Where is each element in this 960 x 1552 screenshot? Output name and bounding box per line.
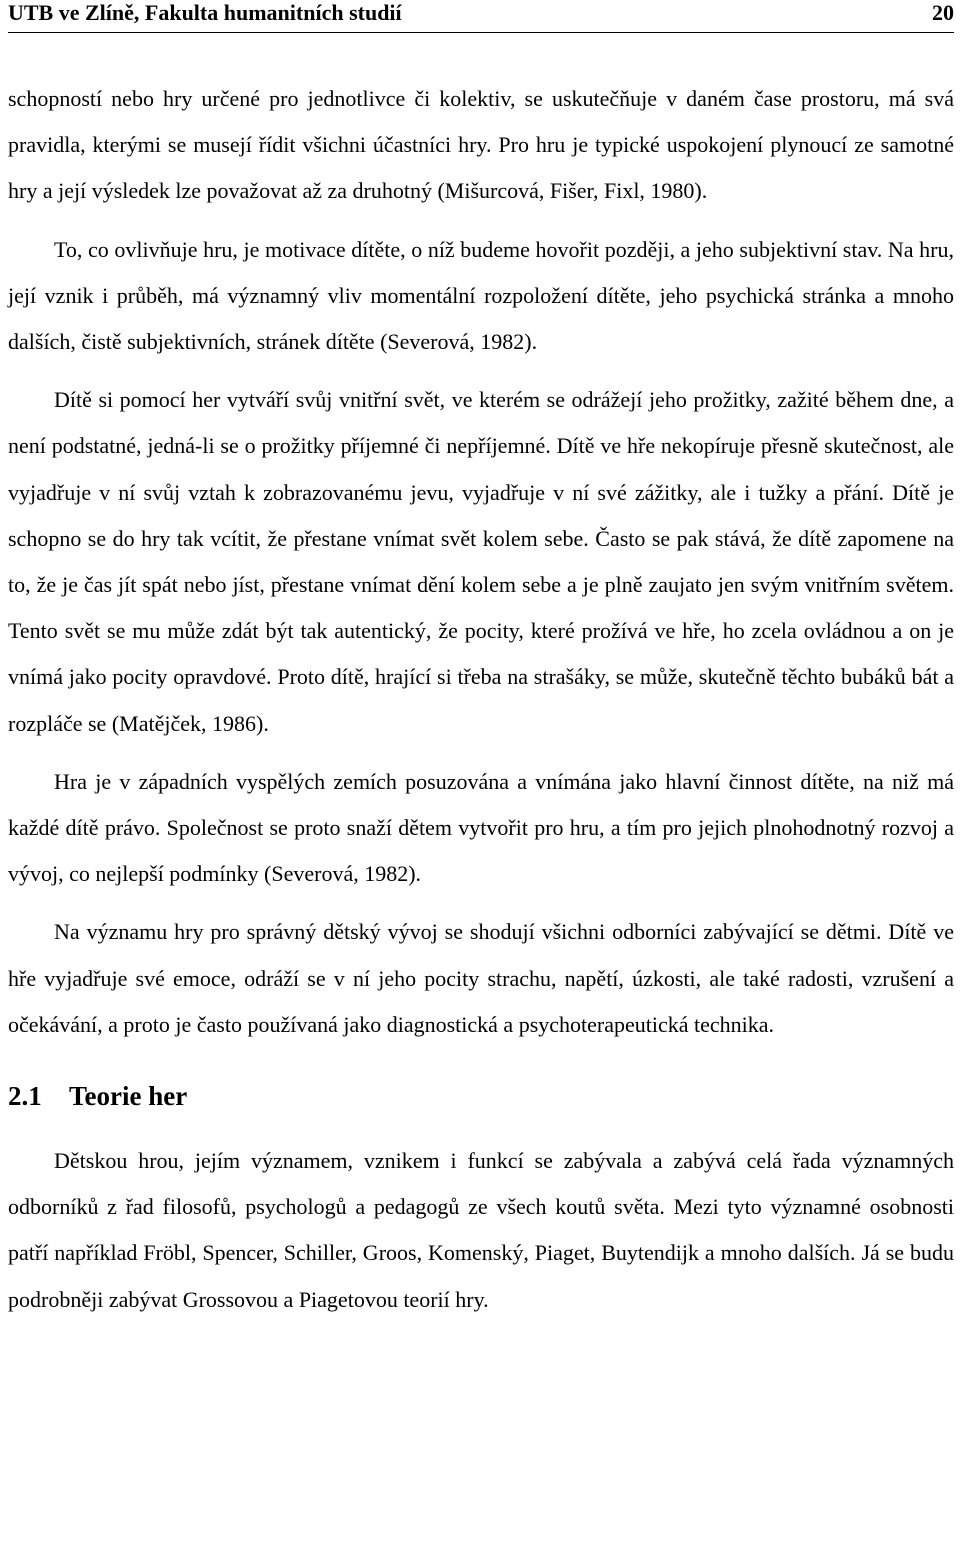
page-body: [8, 76, 954, 1323]
header-title: UTB ve Zlíně, Fakulta humanitních studií: [8, 0, 402, 25]
page-number: 20: [932, 0, 954, 25]
section-title: Teorie her: [69, 1081, 188, 1112]
paragraph: schopností nebo hry určené pro jednotlivce či kolektiv, se uskutečňuje v daném čase prostoru, má svá pravidla, kterými se musejí řídit všichni účastníci hry. Pro hru je typické uspokojení plynoucí ze samotné hry a její výsledek lze považovat až za druhotný (Mišurcová, Fišer, Fixl, 1980).: [8, 86, 954, 204]
paragraph: To, co ovlivňuje hru, je motivace dítěte, o níž budeme hovořit později, a jeho subjektivní stav. Na hru, její vznik i průběh, má významný vliv momentální rozpoložení dítěte, jeho psychická stránka a mnoho dalších, čistě subjektivních, stránek dítěte (Severová, 1982).: [8, 236, 954, 355]
section-heading: [8, 1076, 954, 1116]
paragraph: Na významu hry pro správný dětský vývoj se shodují všichni odborníci zabývající se dětmi. Dítě ve hře vyjadřuje své emoce, odráží se v ní jeho pocity strachu, napětí, úzkosti, ale také radosti, vzrušení a očekávání, a proto je často používaná jako diagnostická a psychoterapeutická technika.: [8, 919, 954, 1037]
paragraph: Hra je v západních vyspělých zemích posuzována a vnímána jako hlavní činnost dítěte, na niž má každé dítě právo. Společnost se proto snaží dětem vytvořit pro hru, a tím pro jejich plnohodnotný rozvoj a vývoj, co nejlepší podmínky (Severová, 1982).: [8, 768, 954, 887]
page-header: [8, 0, 954, 33]
section-number: 2.1: [8, 1081, 42, 1112]
paragraph: Dětskou hrou, jejím významem, vznikem i funkcí se zabývala a zabývá celá řada významných odborníků z řad filosofů, psychologů a pedagogů ze všech koutů světa. Mezi tyto významné osobnosti patří například Fröbl, Spencer, Schiller, Groos, Komenský, Piaget, Buytendijk a mnoho dalších. Já se budu podrobněji zabývat Grossovou a Piagetovou teorií hry.: [8, 1148, 954, 1312]
paragraph: Dítě si pomocí her vytváří svůj vnitřní svět, ve kterém se odrážejí jeho prožitky, zažité během dne, a není podstatné, jedná-li se o prožitky příjemné či nepříjemné. Dítě ve hře nekopíruje přesně skutečnost, ale vyjadřuje v ní svůj vztah k zobrazovanému jevu, vyjadřuje v ní své zážitky, ale i tužky a přání. Dítě je schopno se do hry tak vcítit, že přestane vnímat svět kolem sebe. Často se pak stává, že dítě zapomene na to, že je čas jít spát nebo jíst, přestane vnímat dění kolem sebe a je plně zaujato jen svým vnitřním světem. Tento svět se mu může zdát být tak autentický, že pocity, které prožívá ve hře, ho zcela ovládnou a on je vnímá jako pocity opravdové. Proto dítě, hrající si třeba na strašáky, se může, skutečně těchto bubáků bát a rozpláče se (Matějček, 1986).: [8, 387, 954, 736]
